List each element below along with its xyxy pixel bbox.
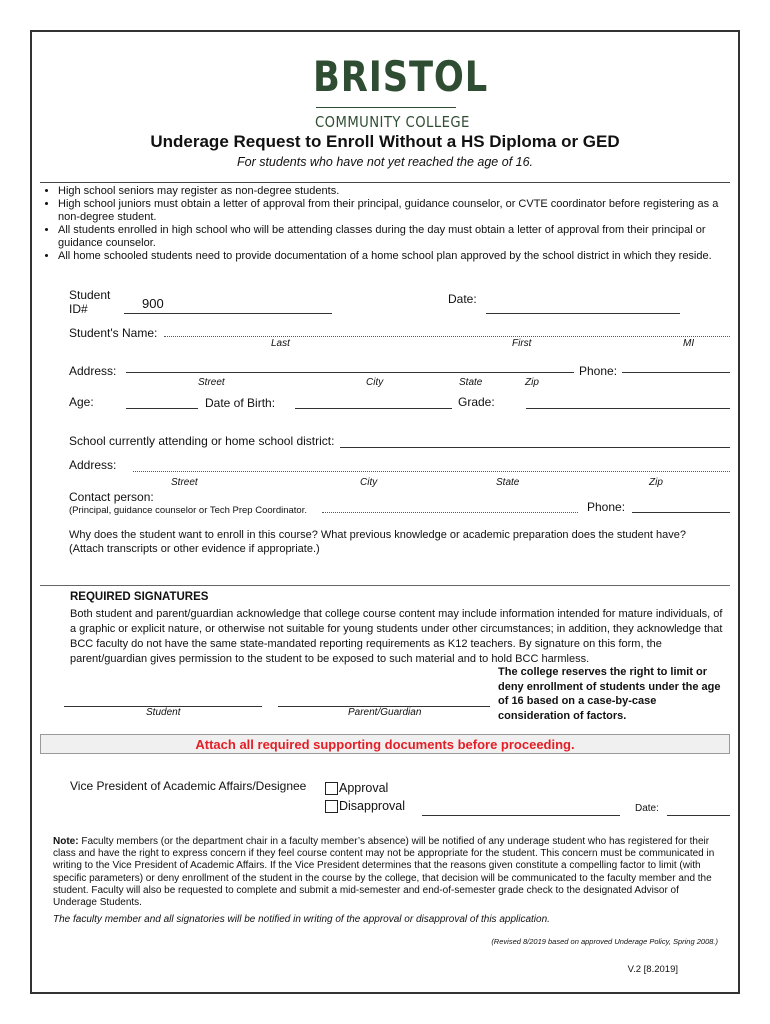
student-id-label-2: ID#: [69, 302, 88, 316]
header-separator: [40, 182, 730, 183]
address-state-caption: State: [459, 377, 483, 388]
form-title: Underage Request to Enroll Without a HS Diploma or GED: [150, 132, 620, 151]
attach-documents-text: Attach all required supporting documents before proceeding.: [195, 737, 575, 752]
eligibility-list: [44, 185, 738, 263]
school-address-zip-caption: Zip: [649, 477, 663, 488]
version-label: V.2 [8.2019]: [627, 964, 678, 975]
disapproval-checkbox[interactable]: [325, 800, 338, 813]
notification-note: The faculty member and all signatories will be notified in writing of the approval or disapproval of this application.: [53, 914, 550, 925]
vp-date-field[interactable]: [667, 815, 730, 816]
address-label: Address:: [69, 364, 117, 378]
school-label: School currently attending or home school district:: [69, 434, 335, 448]
student-id-label-1: Student: [69, 288, 111, 302]
date-field[interactable]: [486, 313, 680, 314]
vp-date-label: Date:: [635, 803, 659, 814]
school-address-state-caption: State: [496, 477, 520, 488]
signatures-separator: [40, 585, 730, 586]
note-text: Faculty members (or the department chair in a faculty member’s absence) will be notified of any underage student who has registered for their class and have the right to express concern if they feel course content may not be appropriate for the student. This concern must be communicated in writing to the Vice President of Academic Affairs. If the Vice President determines that the reasons given constitute a compelling factor to limit (with specific parameters) or deny enrollment of the student in the course by the college, that decision will be communicated to the faculty member and the student. Faculty will also be requested to complete and submit a mid-semester and end-of-semester grade check to the designated Advisor of Underage Students.: [53, 836, 715, 909]
college-logo-subtitle: COMMUNITY COLLEGE: [315, 113, 470, 131]
school-address-city-caption: City: [360, 477, 378, 488]
approval-checkbox[interactable]: [325, 782, 338, 795]
age-label: Age:: [69, 395, 94, 409]
contact-phone-label: Phone:: [587, 500, 626, 514]
eligibility-item: • High school juniors must obtain a letter of approval from their principal, guidance counselor, or CVTE coordinator before registering as a non-degree student.: [58, 198, 738, 224]
students-name-label: Student's Name:: [69, 326, 158, 340]
contact-label: Contact person:: [69, 490, 154, 504]
eligibility-item: • All students enrolled in high school who will be attending classes during the day must obtain a letter of approval from their principal or guidance counselor.: [58, 224, 738, 250]
student-signature-caption: Student: [146, 707, 181, 718]
address-street-caption: Street: [198, 377, 225, 388]
age-field[interactable]: [126, 408, 198, 409]
phone-field[interactable]: [622, 372, 730, 373]
why-caption: (Attach transcripts or other evidence if appropriate.): [69, 543, 320, 555]
student-id-field[interactable]: [124, 313, 332, 314]
why-question: Why does the student want to enroll in this course? What previous knowledge or academic preparation does the student have?: [69, 529, 686, 541]
name-mi-caption: MI: [683, 338, 695, 349]
faculty-note: [53, 836, 725, 909]
college-logo-wordmark: BRISTOL: [313, 52, 489, 101]
eligibility-item: • All home schooled students need to provide documentation of a home school plan approved by the school district in which they reside.: [58, 250, 738, 263]
address-zip-caption: Zip: [525, 377, 539, 388]
revision-note: (Revised 8/2019 based on approved Underage Policy, Spring 2008.): [491, 937, 718, 946]
vp-signature-field[interactable]: [422, 815, 620, 816]
contact-caption: (Principal, guidance counselor or Tech Prep Coordinator.: [69, 505, 307, 516]
contact-phone-field[interactable]: [632, 512, 730, 513]
school-address-street-caption: Street: [171, 477, 198, 488]
note-label: Note:: [53, 836, 79, 847]
required-signatures-heading: REQUIRED SIGNATURES: [70, 591, 209, 603]
students-name-field[interactable]: [164, 336, 730, 337]
school-address-label: Address:: [69, 458, 117, 472]
vp-label: Vice President of Academic Affairs/Designee: [70, 779, 307, 793]
attach-documents-banner: [40, 734, 730, 754]
student-id-value[interactable]: 900: [142, 296, 164, 311]
school-field[interactable]: [340, 447, 730, 448]
form-subtitle: For students who have not yet reached the age of 16.: [236, 155, 534, 169]
logo-divider: [316, 107, 456, 108]
parent-signature-caption: Parent/Guardian: [348, 707, 422, 718]
phone-label: Phone:: [579, 364, 618, 378]
grade-label: Grade:: [458, 395, 495, 409]
dob-field[interactable]: [295, 408, 452, 409]
name-last-caption: Last: [271, 338, 290, 349]
address-city-caption: City: [366, 377, 384, 388]
school-address-field[interactable]: [133, 471, 730, 472]
date-label: Date:: [448, 292, 477, 306]
approval-label: Approval: [339, 781, 389, 795]
enrollment-reservation-note: The college reserves the right to limit or deny enrollment of students under the age of 16 based on a case-by-case consideration of factors.: [498, 666, 721, 722]
disapproval-label: Disapproval: [339, 799, 406, 813]
contact-field[interactable]: [322, 512, 578, 513]
eligibility-item: • High school seniors may register as non-degree students.: [58, 185, 738, 198]
grade-field[interactable]: [526, 408, 730, 409]
address-field[interactable]: [126, 372, 574, 373]
required-signatures-text: Both student and parent/guardian acknowledge that college course content may include information intended for mature individuals, of a graphic or explicit nature, or otherwise not suitable for young students under other circumstances; in addition, they acknowledge that BCC faculty do not have the same state-mandated reporting requirements as K12 teachers. By signature on this form, the parent/guardian gives permission to the student to be exposed to such material and to hold BCC harmless.: [70, 608, 723, 665]
why-answer-area[interactable]: [69, 558, 729, 584]
name-first-caption: First: [512, 338, 532, 349]
dob-label: Date of Birth:: [205, 396, 276, 410]
